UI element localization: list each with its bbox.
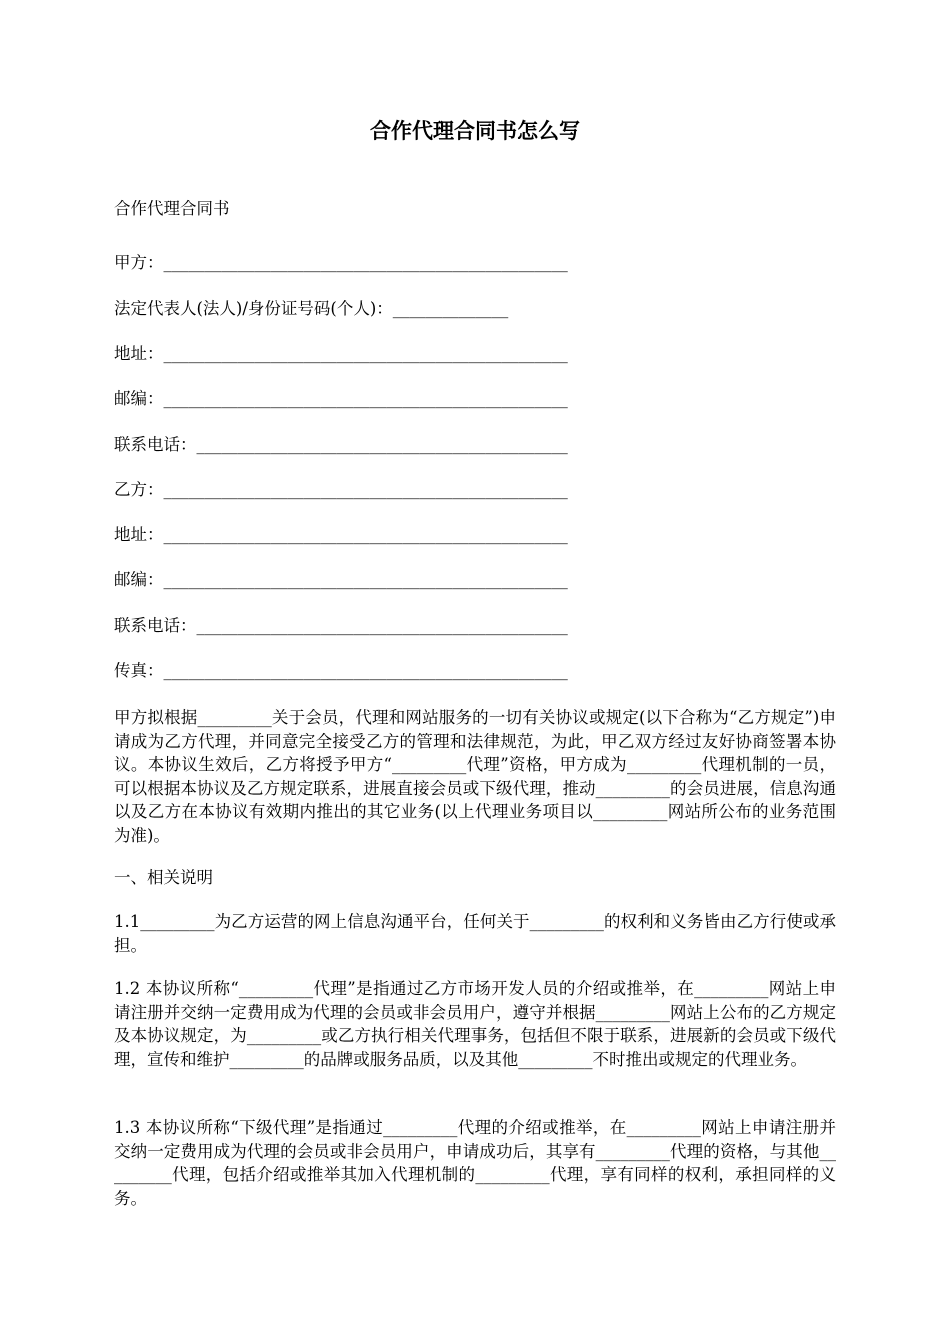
party-a-phone-field: 联系电话：_____________________________________________	[114, 435, 568, 454]
party-b-phone-field: 联系电话：_____________________________________________	[114, 616, 568, 635]
legal-rep-id-field: 法定代表人(法人)/身份证号码(个人)：______________	[114, 299, 509, 318]
party-a-field: 甲方：_________________________________________________	[114, 253, 568, 272]
party-b-field: 乙方：_________________________________________________	[114, 480, 568, 499]
party-a-address-field: 地址：_________________________________________________	[114, 344, 568, 363]
section-heading: 一、相关说明	[114, 868, 213, 887]
party-a-postcode-field: 邮编：_________________________________________________	[114, 389, 568, 408]
party-b-fax-field: 传真：_________________________________________________	[114, 661, 568, 680]
document-title: 合作代理合同书怎么写	[370, 119, 580, 143]
clause-1-2: 1.2 本协议所称“_________代理”是指通过乙方市场开发人员的介绍或推举，在_________网站上申请注册并交纳一定费用成为代理的会员或非会员用户，遵守并根据_________网站上公布的乙方规定及本协议规定，为_________或乙方执行相关代理事务，包括但不限于联系，进展新的会员或下级代理，宣传和维护_________的品牌或服务品质，以及其他_________不时推出或规定的代理业务。	[114, 979, 836, 1069]
contract-subtitle: 合作代理合同书	[114, 199, 230, 218]
party-b-address-field: 地址：_________________________________________________	[114, 525, 568, 544]
intro-paragraph: 甲方拟根据_________关于会员，代理和网站服务的一切有关协议或规定(以下合称为“乙方规定”)申请成为乙方代理，并同意完全接受乙方的管理和法律规范，为此，甲乙双方经过友好协商签署本协议。本协议生效后，乙方将授予甲方“_________代理”资格，甲方成为_________代理机制的一员，可以根据本协议及乙方规定联系，进展直接会员或下级代理，推动_________的会员进展，信息沟通以及乙方在本协议有效期内推出的其它业务(以上代理业务项目以_________网站所公布的业务范围为准)。	[114, 708, 836, 845]
party-b-postcode-field: 邮编：_________________________________________________	[114, 570, 568, 589]
clause-1-1: 1.1_________为乙方运营的网上信息沟通平台，任何关于_________的权利和义务皆由乙方行使或承担。	[114, 912, 836, 955]
clause-1-3: 1.3 本协议所称“下级代理”是指通过_________代理的介绍或推举，在_________网站上申请注册并交纳一定费用成为代理的会员或非会员用户，申请成功后，其享有_________代理的资格，与其他_________代理，包括介绍或推举其加入代理机制的_________代理，享有同样的权利，承担同样的义务。	[114, 1118, 836, 1208]
